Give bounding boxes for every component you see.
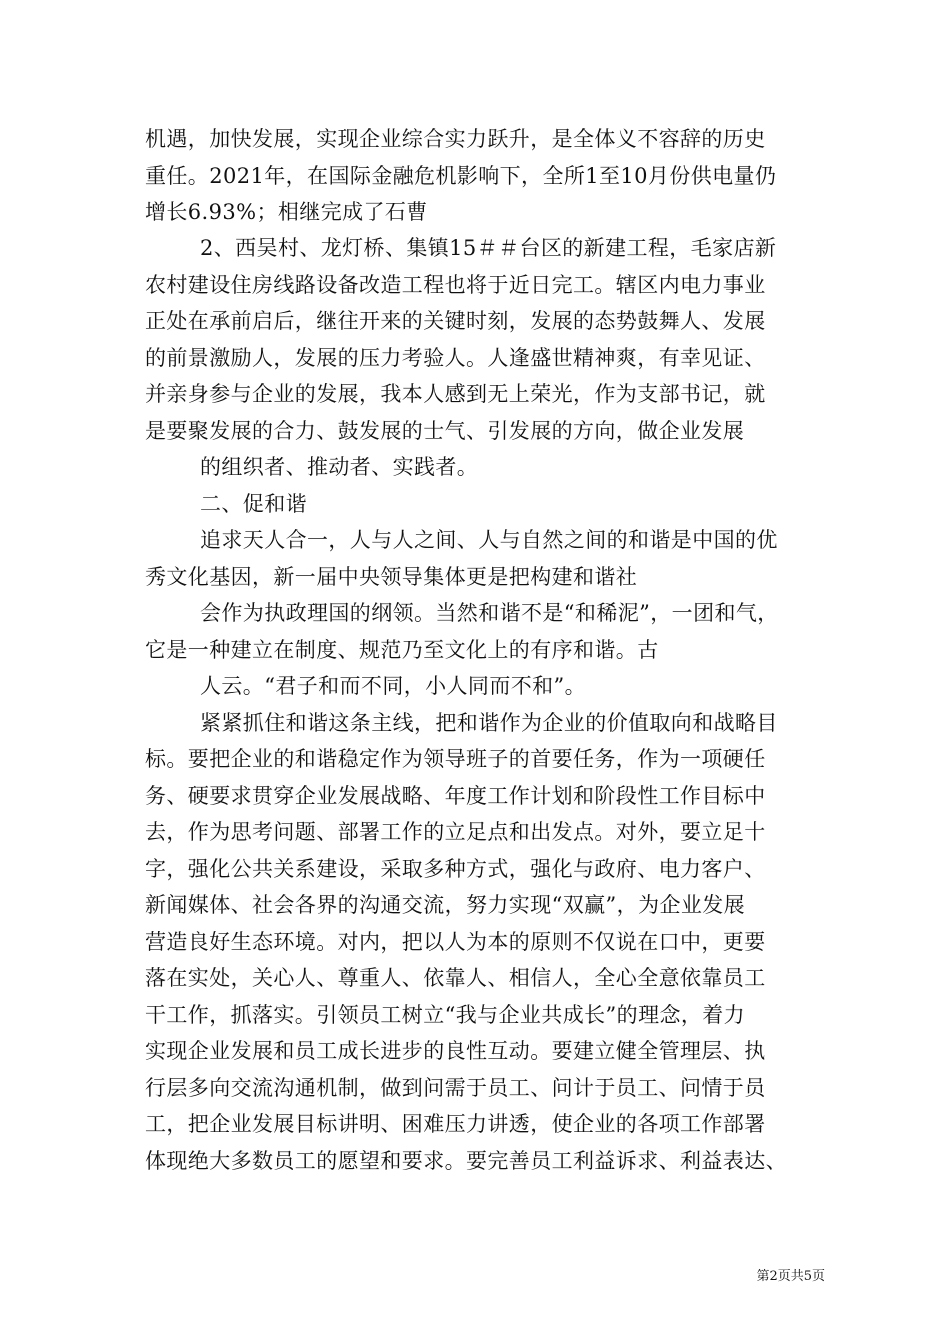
text-line: 工，把企业发展目标讲明、困难压力讲透，使企业的各项工作部署	[145, 1112, 766, 1136]
text-line: 并亲身参与企业的发展，我本人感到无上荣光，作为支部书记，就	[145, 382, 766, 406]
text-line: 正处在承前启后，继往开来的关键时刻，发展的态势鼓舞人、发展	[145, 309, 766, 333]
text-line: 去，作为思考问题、部署工作的立足点和出发点。对外，要立足十	[145, 820, 766, 844]
text-line: 增长6.93%；相继完成了石曹	[145, 200, 428, 224]
text-line: 2、西吴村、龙灯桥、集镇15＃＃台区的新建工程，毛家店新	[200, 236, 777, 260]
text-line: 重任。2021年，在国际金融危机影响下，全所1至10月份供电量仍	[145, 164, 777, 188]
text-line: 落在实处，关心人、尊重人、依靠人、相信人，全心全意依靠员工	[145, 966, 766, 990]
text-line: 实现企业发展和员工成长进步的良性互动。要建立健全管理层、执	[145, 1039, 766, 1063]
text-line: 的组织者、推动者、实践者。	[200, 455, 479, 479]
text-line: 营造良好生态环境。对内，把以人为本的原则不仅说在口中，更要	[145, 930, 766, 954]
text-line: 体现绝大多数员工的愿望和要求。要完善员工利益诉求、利益表达、	[145, 1149, 787, 1173]
text-line: 字，强化公共关系建设，采取多种方式，强化与政府、电力客户、	[145, 857, 766, 881]
text-line: 务、硬要求贯穿企业发展战略、年度工作计划和阶段性工作目标中	[145, 784, 766, 808]
text-line: 新闻媒体、社会各界的沟通交流，努力实现“双赢”，为企业发展	[145, 893, 746, 917]
text-line: 农村建设住房线路设备改造工程也将于近日完工。辖区内电力事业	[145, 273, 766, 297]
text-line: 的前景激励人，发展的压力考验人。人逢盛世精神爽，有幸见证、	[145, 346, 766, 370]
text-line: 秀文化基因，新一届中央领导集体更是把构建和谐社	[145, 565, 638, 589]
text-line: 标。要把企业的和谐稳定作为领导班子的首要任务，作为一项硬任	[145, 747, 766, 771]
page-number-footer: 第2页共5页	[756, 1269, 825, 1284]
text-line: 机遇，加快发展，实现企业综合实力跃升，是全体义不容辞的历史	[145, 127, 766, 151]
text-line: 是要聚发展的合力、鼓发展的士气、引发展的方向，做企业发展	[145, 419, 745, 443]
text-line: 追求天人合一，人与人之间、人与自然之间的和谐是中国的优	[200, 528, 778, 552]
text-line: 紧紧抓住和谐这条主线，把和谐作为企业的价值取向和战略目	[200, 711, 778, 735]
text-line: 干工作，抓落实。引领员工树立“我与企业共成长”的理念，着力	[145, 1003, 746, 1027]
text-line: 会作为执政理国的纲领。当然和谐不是“和稀泥”，一团和气，	[200, 601, 779, 625]
text-line: 它是一种建立在制度、规范乃至文化上的有序和谐。古	[145, 638, 659, 662]
section-heading: 二、促和谐	[200, 492, 307, 516]
text-line: 行层多向交流沟通机制，做到问需于员工、问计于员工、问情于员	[145, 1076, 766, 1100]
text-line: 人云。“君子和而不同，小人同而不和”。	[200, 674, 587, 698]
